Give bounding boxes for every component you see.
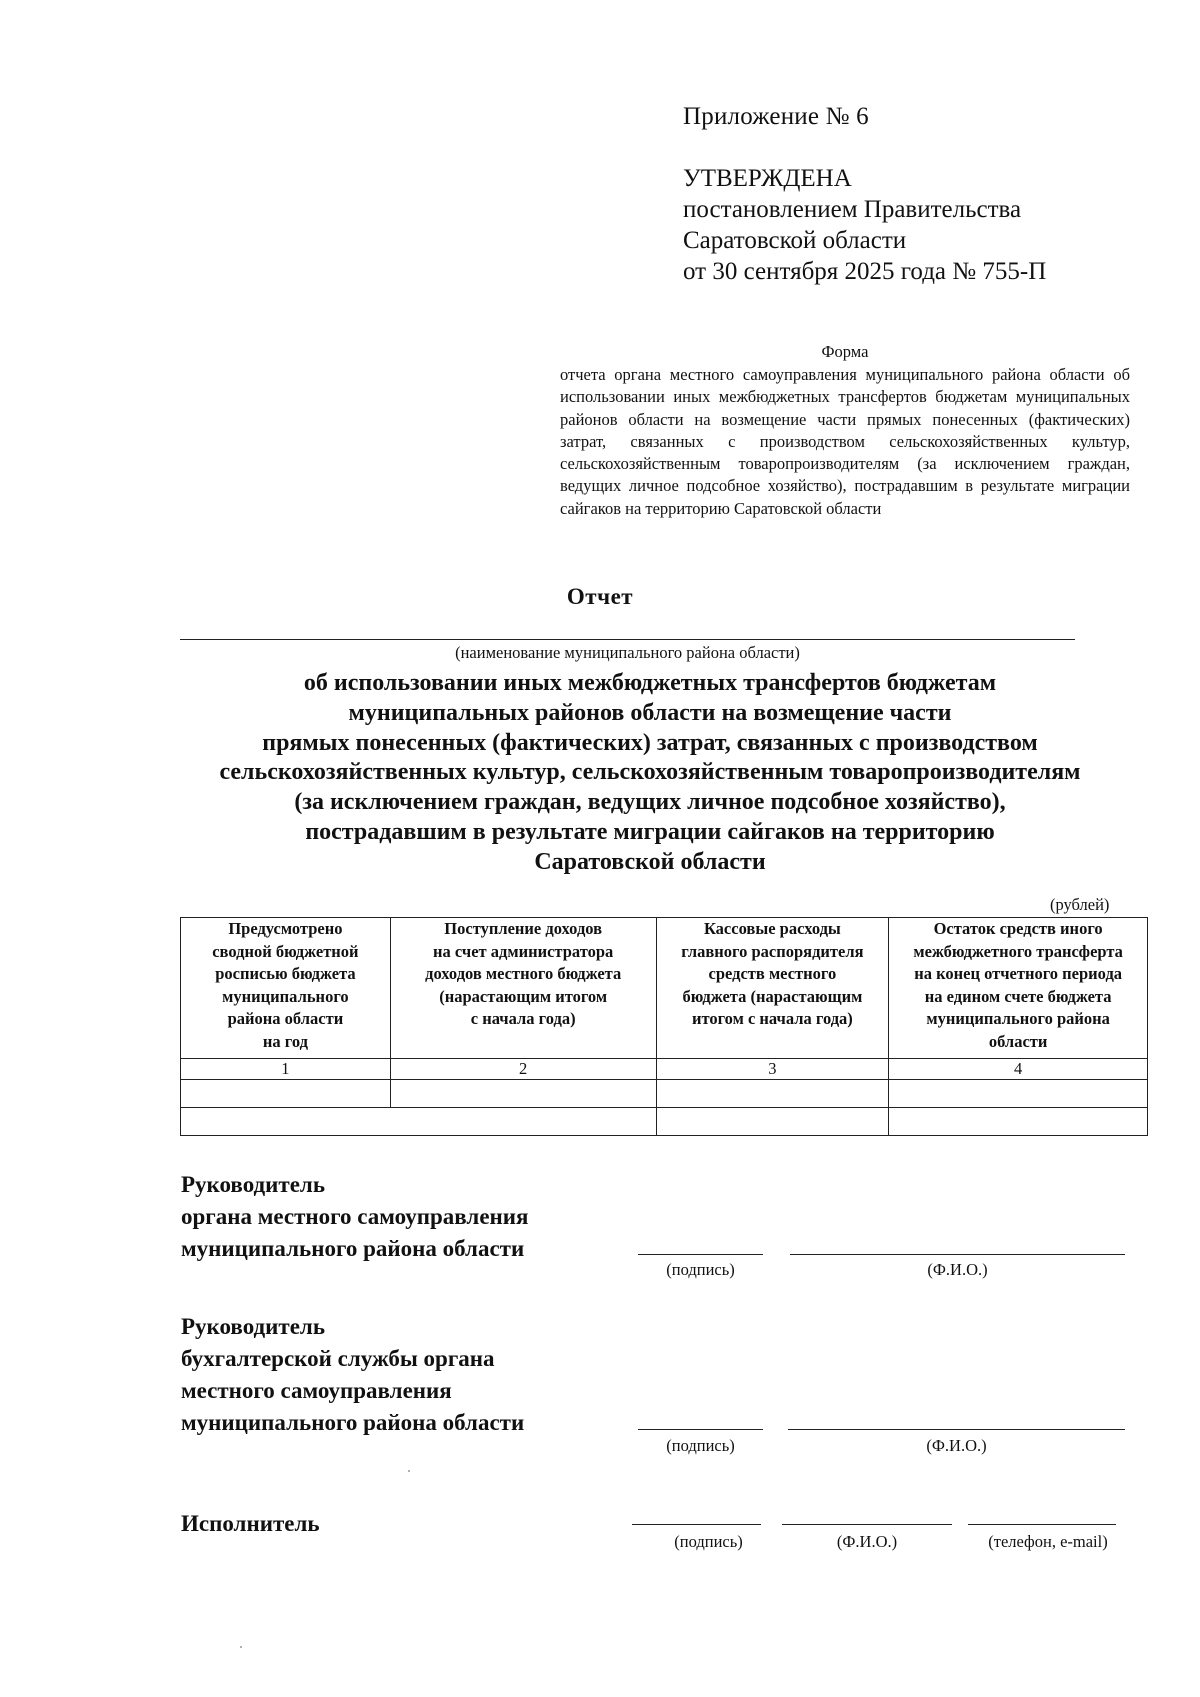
approval-line: Саратовской области <box>683 227 907 254</box>
head-name-caption: (Ф.И.О.) <box>927 1260 988 1279</box>
district-name-caption: (наименование муниципального района области) <box>455 643 800 662</box>
column-number: 1 <box>181 1059 391 1080</box>
executor-contact-line[interactable] <box>968 1524 1116 1525</box>
table-cell[interactable] <box>656 1080 889 1108</box>
head-signature-line[interactable] <box>638 1254 763 1255</box>
subject-line: Саратовской области <box>534 848 766 875</box>
table-cell[interactable] <box>181 1080 391 1108</box>
form-description: отчета органа местного самоуправления муниципального района области об использовании иных межбюджетных трансфертов бюджетам муниципальных районов области на возмещение части прямых понесенных (фактических) затрат, связанных с производством сельскохозяйственных культур, сельскохозяйственным товаропроизводителям (за исключением граждан, ведущих личное подсобное хозяйство), пострадавшим в результате миграции сайгаков на территорию Саратовской области <box>560 365 1130 518</box>
column-header-1: Предусмотрено сводной бюджетной росписью бюджета муниципального района области на год <box>181 918 391 1059</box>
approval-line: УТВЕРЖДЕНА <box>683 165 852 192</box>
table-cell[interactable] <box>889 1108 1148 1136</box>
subject-line: муниципальных районов области на возмещение части <box>348 699 952 726</box>
scan-speck <box>240 1646 242 1648</box>
table-cell[interactable] <box>889 1080 1148 1108</box>
table-cell[interactable] <box>181 1108 657 1136</box>
subject-line: об использовании иных межбюджетных трансфертов бюджетам <box>303 670 997 696</box>
appendix-number: Приложение № 6 <box>683 103 869 130</box>
column-number: 4 <box>889 1059 1148 1080</box>
table-number-row <box>181 1059 1148 1080</box>
units-label: (рублей) <box>1050 895 1110 914</box>
subject-line: прямых понесенных (фактических) затрат, связанных с производством <box>262 729 1038 756</box>
report-table <box>180 917 1148 1136</box>
approval-line: постановлением Правительства <box>683 196 1022 223</box>
executor-signature-line[interactable] <box>632 1524 761 1525</box>
subject-line: (за исключением граждан, ведущих личное подсобное хозяйство), <box>294 789 1006 816</box>
executor-name-caption: (Ф.И.О.) <box>836 1532 898 1551</box>
executor-signature-caption: (подпись) <box>674 1532 743 1551</box>
accountant-signature-label: Руководитель бухгалтерской службы органа местного самоуправления муниципального района области <box>181 1314 525 1435</box>
accountant-name-line[interactable] <box>788 1429 1125 1430</box>
report-subject <box>150 669 1150 878</box>
table-cell[interactable] <box>390 1080 656 1108</box>
approval-stamp <box>683 163 1046 287</box>
column-number: 2 <box>390 1059 656 1080</box>
approval-line: от 30 сентября 2025 года № 755-П <box>683 258 1047 285</box>
head-name-line[interactable] <box>790 1254 1125 1255</box>
accountant-name-caption: (Ф.И.О.) <box>926 1436 987 1455</box>
column-header-3: Кассовые расходы главного распорядителя средств местного бюджета (нарастающим итогом с начала года) <box>656 918 889 1059</box>
head-signature-label: Руководитель органа местного самоуправления муниципального района области <box>181 1172 529 1261</box>
subject-line: сельскохозяйственных культур, сельскохозяйственным товаропроизводителям <box>219 759 1081 786</box>
subject-line: пострадавшим в результате миграции сайгаков на территорию <box>305 818 995 845</box>
form-title: Форма <box>821 342 869 361</box>
column-header-4: Остаток средств иного межбюджетного трансферта на конец отчетного периода на едином счете бюджета муниципального района области <box>889 918 1148 1059</box>
district-name-line[interactable] <box>180 639 1075 640</box>
accountant-signature-line[interactable] <box>638 1429 763 1430</box>
table-row <box>181 1108 1148 1136</box>
head-signature-caption: (подпись) <box>666 1260 735 1279</box>
table-row <box>181 1080 1148 1108</box>
executor-name-line[interactable] <box>782 1524 952 1525</box>
table-header-row <box>181 918 1148 1059</box>
executor-contact-caption: (телефон, e-mail) <box>988 1532 1108 1551</box>
report-title: Отчет <box>566 584 634 609</box>
column-number: 3 <box>656 1059 889 1080</box>
executor-label: Исполнитель <box>181 1511 320 1536</box>
scan-speck <box>408 1470 410 1472</box>
accountant-signature-caption: (подпись) <box>666 1436 735 1455</box>
table-cell[interactable] <box>656 1108 889 1136</box>
column-header-2: Поступление доходов на счет администратора доходов местного бюджета (нарастающим итогом с начала года) <box>390 918 656 1059</box>
